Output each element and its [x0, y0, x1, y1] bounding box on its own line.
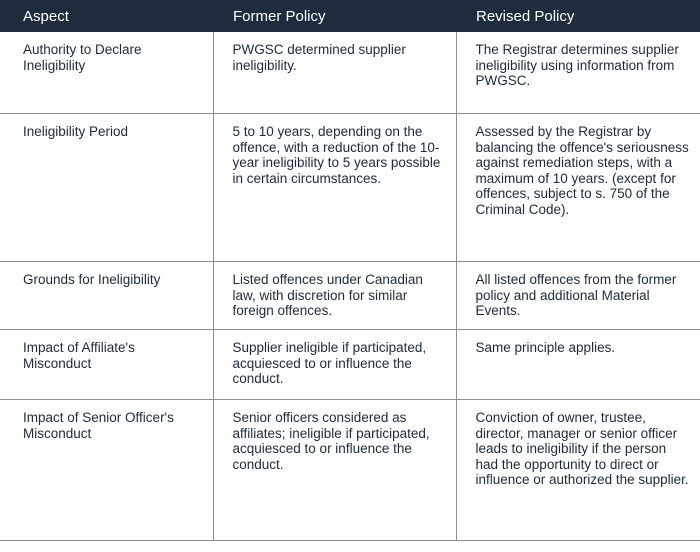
cell-revised-policy: Same principle applies.	[456, 330, 700, 400]
header-former-policy: Former Policy	[213, 0, 456, 32]
table-row	[0, 114, 700, 262]
table-row	[0, 32, 700, 114]
table-row	[0, 262, 700, 330]
header-aspect: Aspect	[0, 0, 213, 32]
table-row	[0, 330, 700, 400]
cell-former-policy: Senior officers considered as affiliates; ineligible if participated, acquiesced to or influence the conduct.	[213, 400, 456, 541]
cell-revised-policy: The Registrar determines supplier ineligibility using information from PWGSC.	[456, 32, 700, 114]
cell-former-policy: Listed offences under Canadian law, with discretion for similar foreign offences.	[213, 262, 456, 330]
table-header	[0, 0, 700, 32]
cell-aspect: Impact of Senior Officer's Misconduct	[0, 400, 213, 541]
cell-aspect: Grounds for Ineligibility	[0, 262, 213, 330]
cell-revised-policy: Assessed by the Registrar by balancing the offence's seriousness against remediation steps, with a maximum of 10 years. (except for offences, subject to s. 750 of the Criminal Code).	[456, 114, 700, 262]
cell-aspect: Ineligibility Period	[0, 114, 213, 262]
table-row	[0, 400, 700, 541]
cell-former-policy: PWGSC determined supplier ineligibility.	[213, 32, 456, 114]
cell-former-policy: 5 to 10 years, depending on the offence, with a reduction of the 10-year ineligibility to 5 years possible in certain circumstances.	[213, 114, 456, 262]
header-revised-policy: Revised Policy	[456, 0, 700, 32]
cell-former-policy: Supplier ineligible if participated, acquiesced to or influence the conduct.	[213, 330, 456, 400]
cell-aspect: Authority to Declare Ineligibility	[0, 32, 213, 114]
table-body	[0, 32, 700, 541]
cell-aspect: Impact of Affiliate's Misconduct	[0, 330, 213, 400]
cell-revised-policy: Conviction of owner, trustee, director, manager or senior officer leads to ineligibility if the person had the opportunity to direct or influence or authorized the supplier.	[456, 400, 700, 541]
header-row	[0, 0, 700, 32]
cell-revised-policy: All listed offences from the former policy and additional Material Events.	[456, 262, 700, 330]
